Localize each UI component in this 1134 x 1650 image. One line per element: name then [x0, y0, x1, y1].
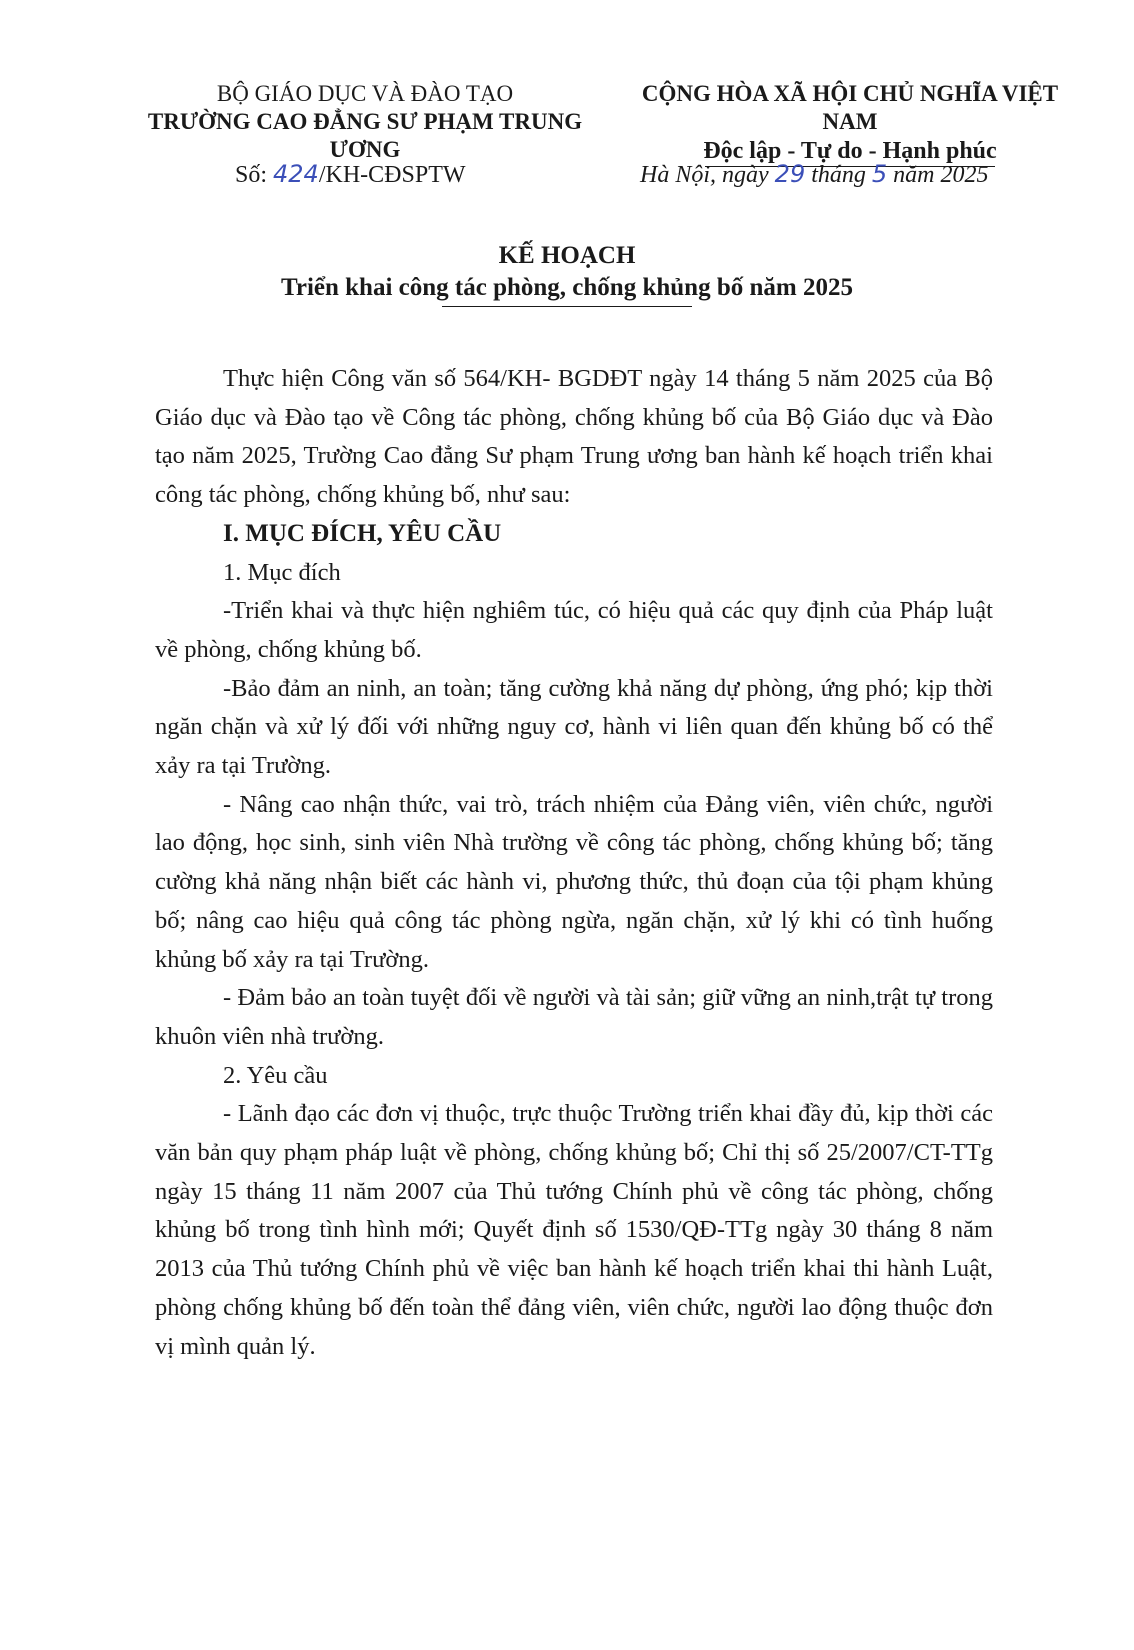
date-month-handwritten: 5: [871, 160, 888, 188]
school-name: TRƯỜNG CAO ĐẲNG SƯ PHẠM TRUNG ƯƠNG: [147, 109, 583, 162]
purpose-paragraph: - Đảm bảo an toàn tuyệt đối về người và tài sản; giữ vững an ninh,trật tự trong khuôn viên nhà trường.: [155, 984, 993, 1050]
title-underline: [442, 306, 692, 307]
document-title: [0, 240, 1134, 307]
intro-paragraph: Thực hiện Công văn số 564/KH- BGDĐT ngày 14 tháng 5 năm 2025 của Bộ Giáo dục và Đào tạo về Công tác phòng, chống khủng bố của Bộ Giáo dục và Đào tạo năm 2025, Trường Cao đẳng Sư phạm Trung ương ban hành kế hoạch triển khai công tác phòng, chống khủng bố, như sau:: [155, 365, 993, 509]
requirement-paragraph: - Lãnh đạo các đơn vị thuộc, trực thuộc Trường triển khai đầy đủ, kịp thời các văn bản quy phạm pháp luật về phòng, chống khủng bố; Chỉ thị số 25/2007/CT-TTg ngày 15 tháng 11 năm 2007 của Thủ tướng Chính phủ về công tác phòng, chống khủng bố trong tình hình mới; Quyết định số 1530/QĐ-TTg ngày 30 tháng 8 năm 2013 của Thủ tướng Chính phủ về việc ban hành kế hoạch triển khai thi hành Luật, phòng chống khủng bố đến toàn thể đảng viên, viên chức, người lao động thuộc đơn vị mình quản lý.: [155, 1100, 993, 1360]
date-month-label: tháng: [805, 162, 872, 188]
section-heading: I. MỤC ĐÍCH, YÊU CẦU: [223, 519, 502, 547]
date-prefix: Hà Nội, ngày: [640, 162, 775, 188]
purpose-paragraph: - Nâng cao nhận thức, vai trò, trách nhiệm của Đảng viên, viên chức, người lao động, học sinh, sinh viên Nhà trường về công tác phòng, chống khủng bố; tăng cường khả năng nhận biết các hành vi, phương thức, thủ đoạn của tội phạm khủng bố; nâng cao hiệu quả công tác phòng ngừa, ngăn chặn, xử lý khi có tình huống khủng bố xảy ra tại Trường.: [155, 790, 993, 973]
national-motto: Độc lập - Tự do - Hạnh phúc: [703, 138, 997, 164]
nation-name: CỘNG HÒA XÃ HỘI CHỦ NGHĨA VIỆT NAM: [641, 81, 1059, 134]
doc-number-prefix: Số:: [235, 162, 274, 188]
document-number: [235, 160, 466, 189]
national-header: [620, 80, 1080, 167]
purpose-paragraph: -Bảo đảm an ninh, an toàn; tăng cường khả năng dự phòng, ứng phó; kịp thời ngăn chặn và xử lý đối với những nguy cơ, hành vi liên quan đến khủng bố có thể xảy ra tại Trường.: [155, 674, 993, 780]
date-day-handwritten: 29: [774, 160, 806, 188]
doc-number-suffix: /KH-CĐSPTW: [318, 162, 466, 188]
doc-number-handwritten: 424: [273, 160, 319, 188]
date-year-label: năm 2025: [887, 162, 989, 188]
purpose-paragraph: -Triển khai và thực hiện nghiêm túc, có hiệu quả các quy định của Pháp luật về phòng, chống khủng bố.: [155, 597, 993, 663]
document-type: KẾ HOẠCH: [498, 242, 636, 269]
subsection-heading: 1. Mục đích: [223, 558, 341, 586]
document-subject: Triển khai công tác phòng, chống khủng bố năm 2025: [281, 274, 853, 301]
issuer-header: [115, 80, 615, 164]
ministry-name: BỘ GIÁO DỤC VÀ ĐÀO TẠO: [216, 81, 514, 106]
document-body: [155, 360, 993, 1366]
subsection-heading: 2. Yêu cầu: [223, 1061, 328, 1089]
issue-date: [640, 160, 989, 189]
